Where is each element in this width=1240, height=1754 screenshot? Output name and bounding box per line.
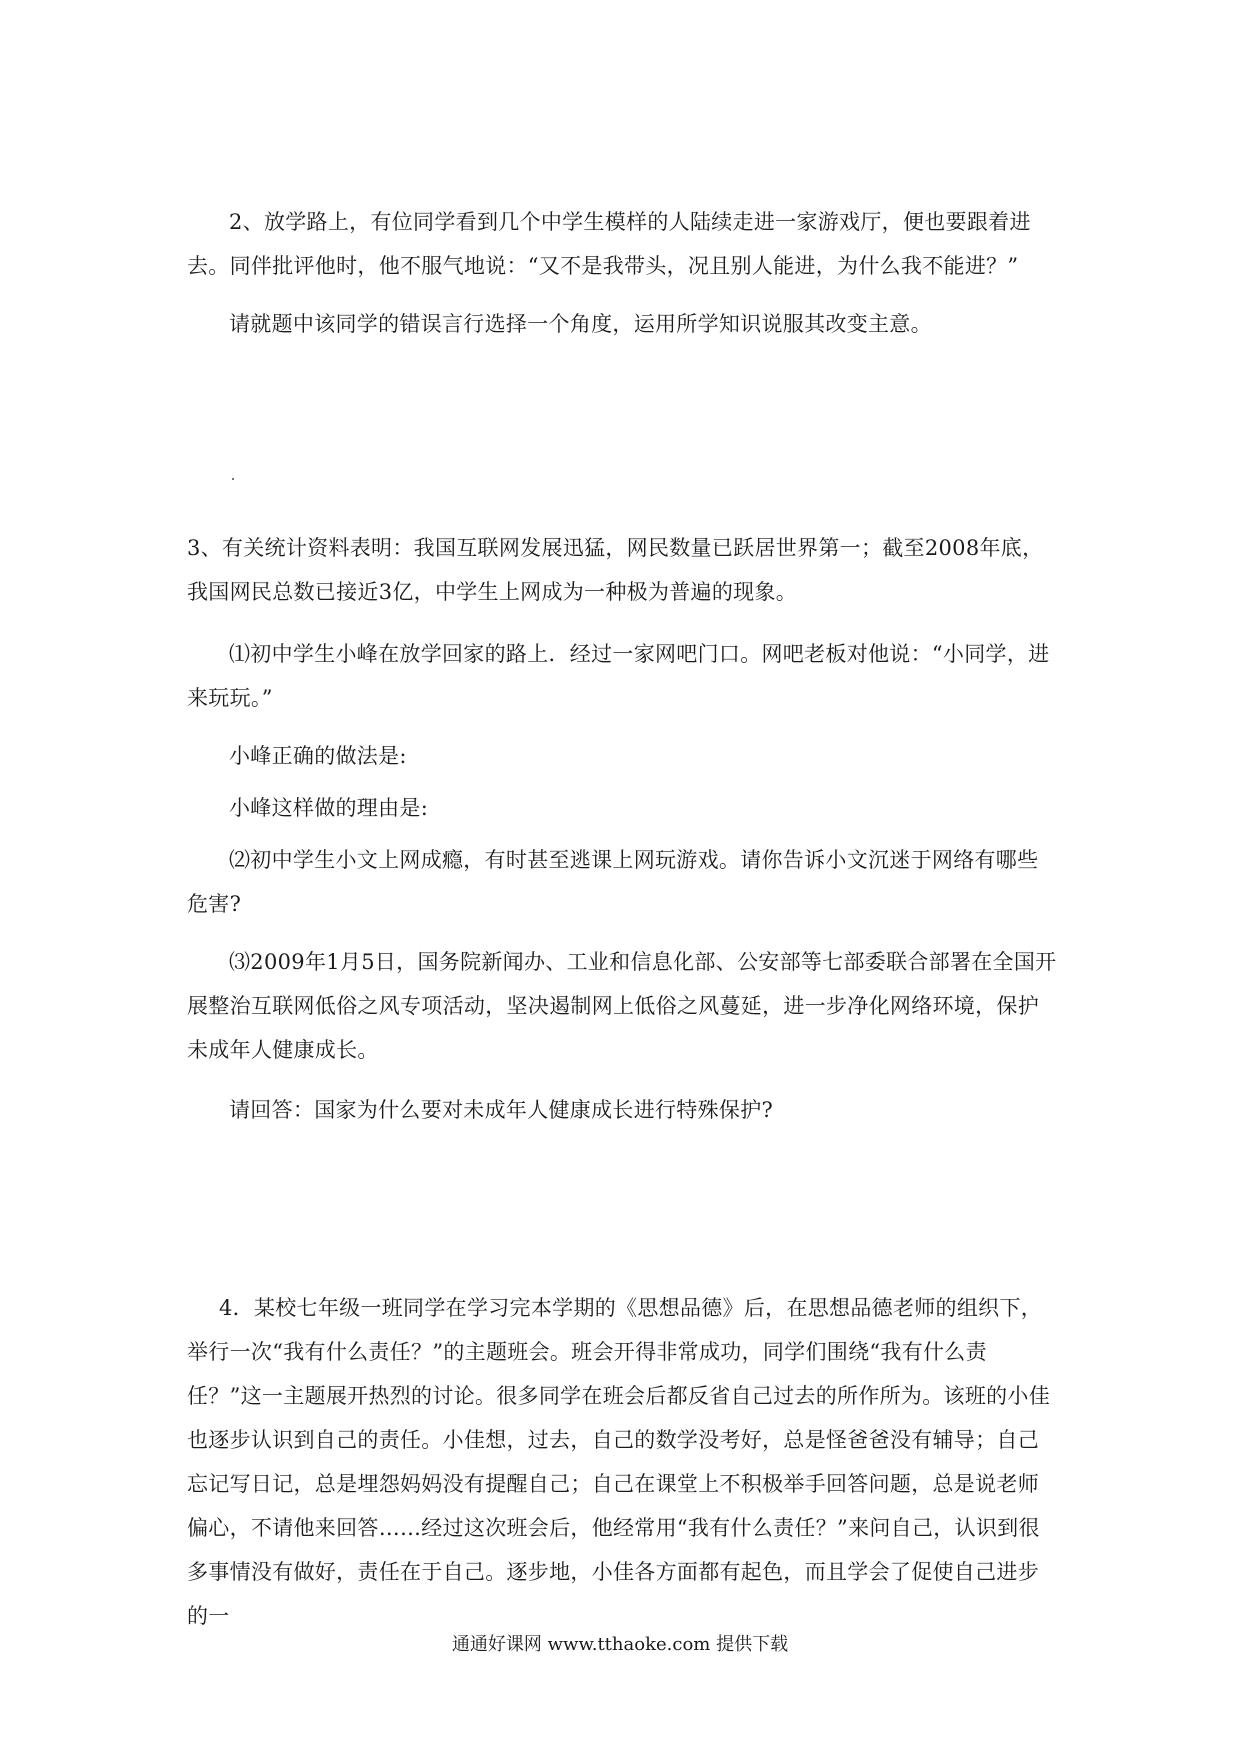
q2-prompt: 请就题中该同学的错误言行选择一个角度，运用所学知识说服其改变主意。 <box>229 312 932 336</box>
q3-sub1-answer-a: 小峰正确的做法是: <box>229 744 407 768</box>
q3-sub1-answer-b: 小峰这样做的理由是: <box>229 796 429 820</box>
stray-mark <box>232 478 234 480</box>
q2-line2: 去。同伴批评他时，他不服气地说：“又不是我带头，况且别人能进，为什么我不能进？” <box>187 254 1019 278</box>
q3-sub1: ⑴初中学生小峰在放学回家的路上．经过一家网吧门口。网吧老板对他说：“小同学，进来玩玩。” <box>187 642 1050 710</box>
q2-line1: 2、放学路上，有位同学看到几个中学生模样的人陆续走进一家游戏厅，便也要跟着进 <box>229 210 1031 234</box>
q3-sub2: ⑵初中学生小文上网成瘾，有时甚至逃课上网玩游戏。请你告诉小文沉迷于网络有哪些危害? <box>187 848 1039 916</box>
q3-intro: 3、有关统计资料表明：我国互联网发展迅猛，网民数量已跃居世界第一；截至2008年底，我国网民总数已接近3亿，中学生上网成为一种极为普遍的现象。 <box>187 536 1044 604</box>
q4-text: 4．某校七年级一班同学在学习完本学期的《思想品德》后，在思想品德老师的组织下，举行一次“我有什么责任？”的主题班会。班会开得非常成功，同学们围绕“我有什么责任？”这一主题展开热烈的讨论。很多同学在班会后都反省自己过去的所作所为。该班的小佳也逐步认识到自己的责任。小佳想，过去，自己的数学没考好，总是怪爸爸没有辅导；自己忘记写日记，总是埋怨妈妈没有提醒自己；自己在课堂上不积极举手回答问题，总是说老师偏心，不请他来回答……经过这次班会后，他经常用“我有什么责任？”来问自己，认识到很多事情没有做好，责任在于自己。逐步地，小佳各方面都有起色，而且学会了促使自己进步的一 <box>187 1296 1051 1628</box>
q3-sub3: ⑶2009年1月5日，国务院新闻办、工业和信息化部、公安部等七部委联合部署在全国开展整治互联网低俗之风专项活动，坚决遏制网上低俗之风蔓延，进一步净化网络环境，保护未成年人健康成长。 <box>187 950 1057 1062</box>
q3-sub3-question: 请回答：国家为什么要对未成年人健康成长进行特殊保护? <box>229 1098 774 1122</box>
page-footer: 通通好课网 www.tthaoke.com 提供下载 <box>451 1634 789 1655</box>
